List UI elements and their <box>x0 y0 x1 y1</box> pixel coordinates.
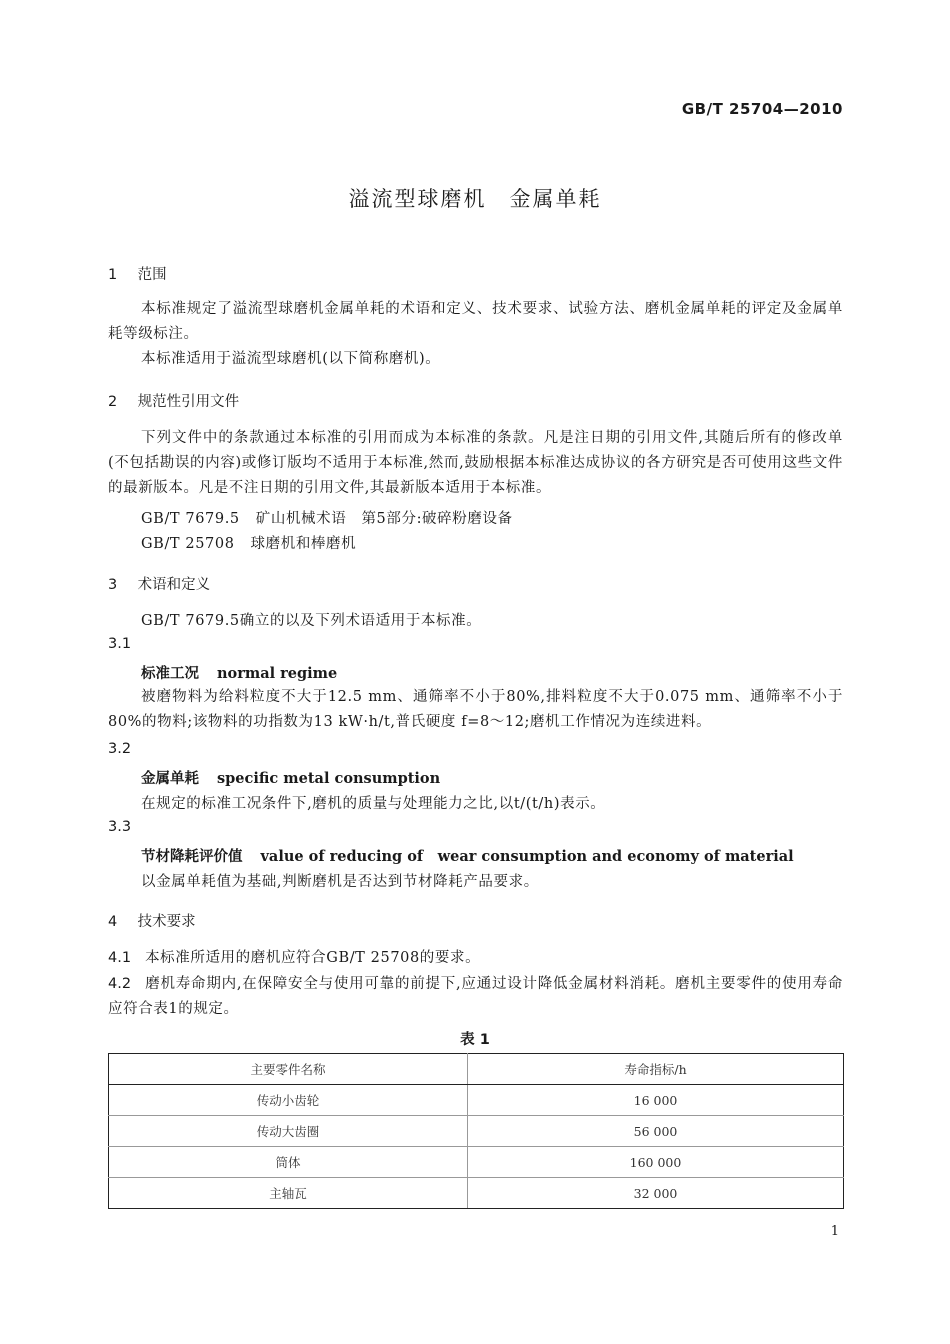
term-definition: 在规定的标准工况条件下,磨机的质量与处理能力之比,以t/(t/h)表示。 <box>141 796 606 812</box>
table-row <box>109 1116 844 1147</box>
table-caption: 表 1 <box>460 1032 490 1048</box>
term-english: value of reducing of wear consumption and economy of material <box>260 848 794 865</box>
part-name-cell: 主轴瓦 <box>109 1178 468 1209</box>
part-name-cell: 传动大齿圈 <box>109 1116 468 1147</box>
section-number: 1 <box>108 267 118 283</box>
section-title: 规范性引用文件 <box>137 394 240 410</box>
column-header: 主要零件名称 <box>109 1054 468 1085</box>
section-1-paragraph-2: 本标准适用于溢流型球磨机(以下简称磨机)。 <box>141 351 441 367</box>
section-4-heading <box>108 910 196 931</box>
reference-title: 矿山机械术语 第5部分:破碎粉磨设备 <box>255 511 513 527</box>
section-title: 术语和定义 <box>137 577 211 593</box>
term-english: specific metal consumption <box>217 770 441 787</box>
document-title: 溢流型球磨机 金属单耗 <box>348 187 602 211</box>
term-number: 3.1 <box>108 636 132 652</box>
page-number: 1 <box>830 1224 839 1239</box>
section-title: 技术要求 <box>137 914 196 930</box>
clause-text: 磨机寿命期内,在保障安全与使用可靠的前提下,应通过设计降低金属材料消耗。磨机主要零件的使用寿命应符合表1的规定。 <box>108 976 843 1017</box>
term-definition: 被磨物料为给料粒度不大于12.5 mm、通筛率不小于80%,排料粒度不大于0.075 mm、通筛率不小于80%的物料;该物料的功指数为13 kW·h/t,普氏硬度 f=8～12;磨机工作情况为连续进料。 <box>108 689 843 730</box>
term-number: 3.3 <box>108 819 132 835</box>
parts-lifetime-table <box>108 1053 844 1209</box>
term-chinese: 节材降耗评价值 <box>141 848 243 865</box>
section-2-paragraph: 下列文件中的条款通过本标准的引用而成为本标准的条款。凡是注日期的引用文件,其随后所有的修改单(不包括勘误的内容)或修订版均不适用于本标准,然而,鼓励根据本标准达成协议的各方研究是否可使用这些文件的最新版本。凡是不注日期的引用文件,其最新版本适用于本标准。 <box>108 430 843 496</box>
clause-4-2 <box>108 972 843 1022</box>
part-name-cell: 筒体 <box>109 1147 468 1178</box>
term-chinese: 标准工况 <box>141 665 199 682</box>
term-english: normal regime <box>217 665 338 682</box>
column-header: 寿命指标/h <box>468 1054 844 1085</box>
reference-item <box>141 507 513 528</box>
clause-number: 4.2 <box>108 976 132 992</box>
term-heading <box>141 845 794 866</box>
section-1-paragraph-1: 本标准规定了溢流型球磨机金属单耗的术语和定义、技术要求、试验方法、磨机金属单耗的评定及金属单耗等级标注。 <box>108 301 843 342</box>
standard-code: GB/T 25704—2010 <box>681 100 843 118</box>
table-row <box>109 1178 844 1209</box>
reference-code: GB/T 25708 <box>141 536 235 552</box>
lifetime-cell: 160 000 <box>468 1147 844 1178</box>
term-definition: 以金属单耗值为基础,判断磨机是否达到节材降耗产品要求。 <box>141 874 539 890</box>
clause-4-1 <box>108 946 843 971</box>
section-1-heading <box>108 263 167 284</box>
section-2-heading <box>108 390 239 411</box>
reference-item <box>141 532 356 553</box>
clause-number: 4.1 <box>108 950 132 966</box>
lifetime-cell: 32 000 <box>468 1178 844 1209</box>
lifetime-cell: 56 000 <box>468 1116 844 1147</box>
term-heading <box>141 767 440 788</box>
section-3-heading <box>108 573 210 594</box>
table-row <box>109 1085 844 1116</box>
reference-title: 球磨机和棒磨机 <box>250 536 357 552</box>
section-number: 3 <box>108 577 118 593</box>
term-chinese: 金属单耗 <box>141 770 199 787</box>
section-title: 范围 <box>137 267 167 283</box>
reference-code: GB/T 7679.5 <box>141 511 240 527</box>
section-number: 4 <box>108 914 118 930</box>
clause-text: 本标准所适用的磨机应符合GB/T 25708的要求。 <box>145 950 481 966</box>
table-row <box>109 1147 844 1178</box>
table-header-row <box>109 1054 844 1085</box>
lifetime-cell: 16 000 <box>468 1085 844 1116</box>
section-3-intro: GB/T 7679.5确立的以及下列术语适用于本标准。 <box>141 613 482 629</box>
part-name-cell: 传动小齿轮 <box>109 1085 468 1116</box>
term-heading <box>141 662 337 683</box>
section-number: 2 <box>108 394 118 410</box>
term-number: 3.2 <box>108 741 132 757</box>
